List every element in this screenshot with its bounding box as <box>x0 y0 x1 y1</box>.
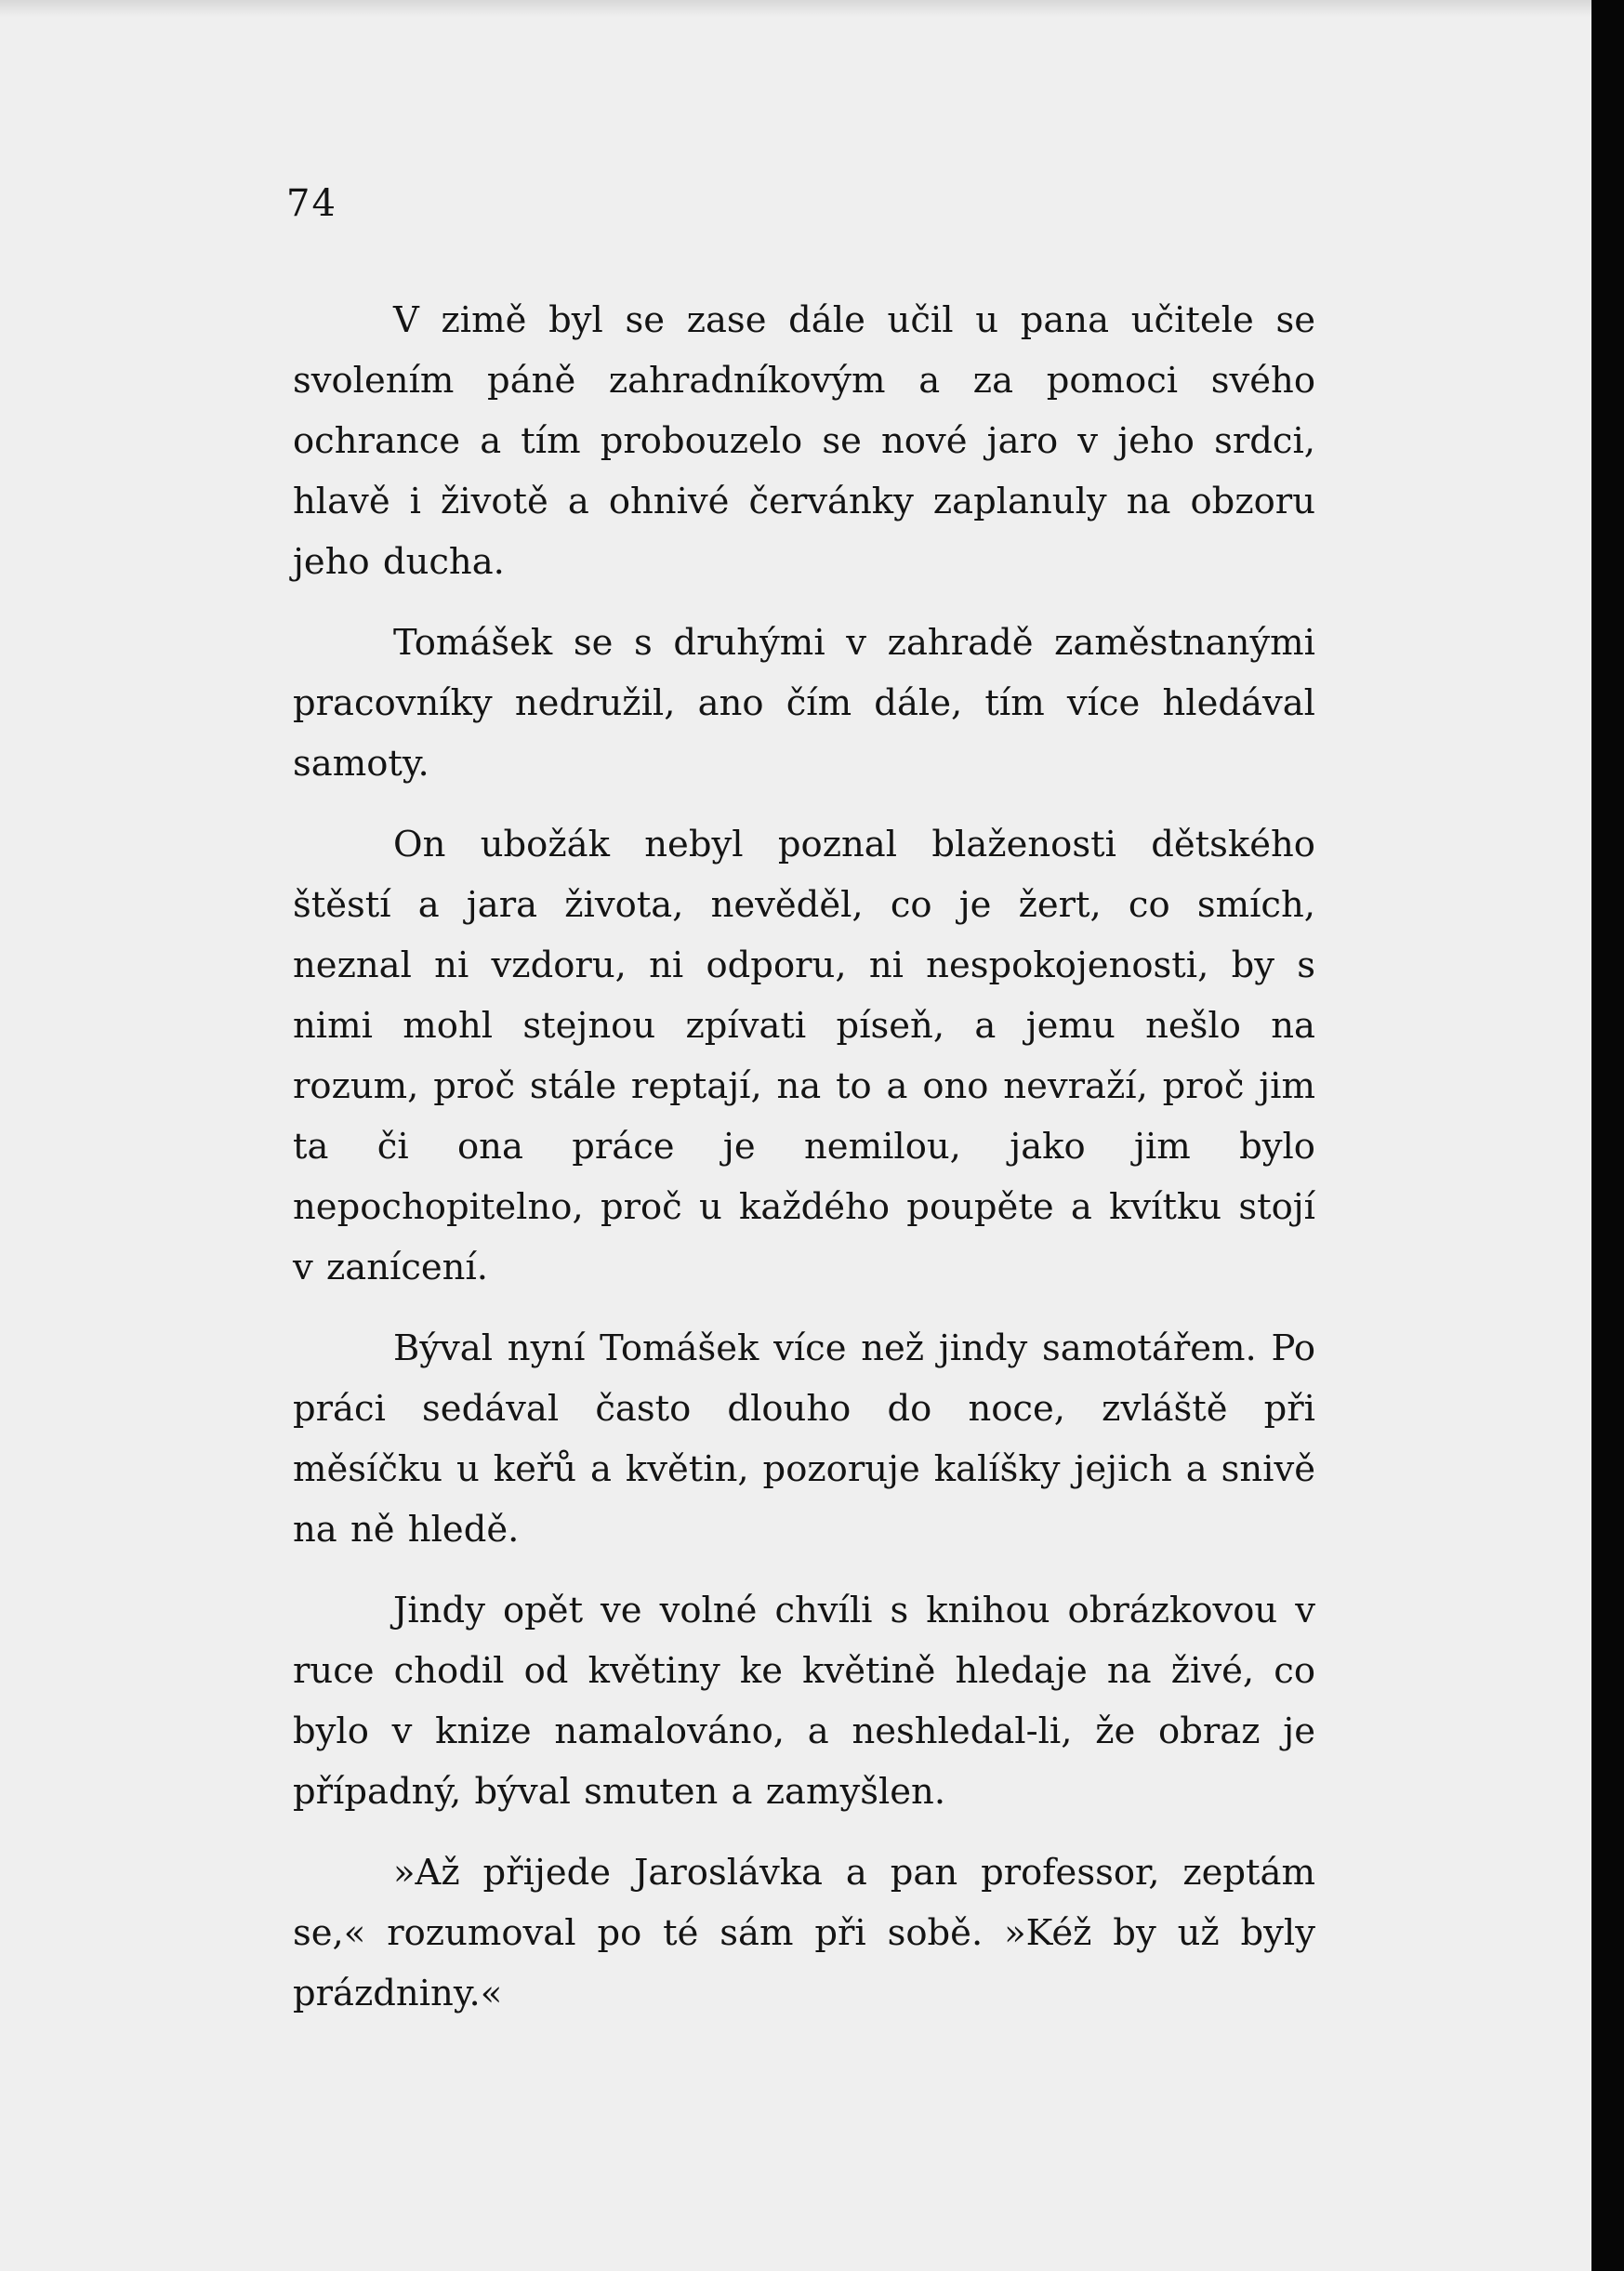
paragraph: »Až přijede Jaroslávka a pan professor, zeptám se,« rozumoval po té sám při sobě. »Kéž by už byly prázdniny.« <box>293 1852 1315 2014</box>
paragraph: Býval nyní Tomášek více než jindy samotářem. Po práci sedával často dlouho do noce, zvláště při měsíčku u keřů a květin, pozoruje kalíšky jejich a snivě na ně hledě. <box>293 1327 1315 1551</box>
scan-shadow <box>0 0 1591 17</box>
paragraph: V zimě byl se zase dále učil u pana učitele se svolením páně zahradníkovým a za pomoci svého ochrance a tím probouzelo se nové jaro v jeho srdci, hlavě i životě a ohnivé červánky zaplanuly na obzoru jeho ducha. <box>293 299 1315 583</box>
paragraph: Jindy opět ve volné chvíli s knihou obrázkovou v ruce chodil od květiny ke květině hledaje na živé, co bylo v knize namalováno, a neshledal-li, že obraz je případný, býval smuten a zamyšlen. <box>293 1590 1315 1813</box>
paragraph: Tomášek se s druhými v zahradě zaměstnanými pracovníky nedružil, ano čím dále, tím více hledával samoty. <box>293 622 1315 785</box>
body-text <box>293 290 1315 2044</box>
page-number: 74 <box>286 182 337 225</box>
paragraph: On ubožák nebyl poznal blaženosti dětského štěstí a jara života, nevěděl, co je žert, co smích, neznal ni vzdoru, ni odporu, ni nespokojenosti, by s nimi mohl stejnou zpívati píseň, a jemu nešlo na rozum, proč stále reptají, na to a ono nevraží, proč jim ta či ona práce je nemilou, jako jim bylo nepochopitelno, proč u každého poupěte a kvítku stojí v zanícení. <box>293 824 1315 1288</box>
scan-border <box>1591 0 1624 2271</box>
